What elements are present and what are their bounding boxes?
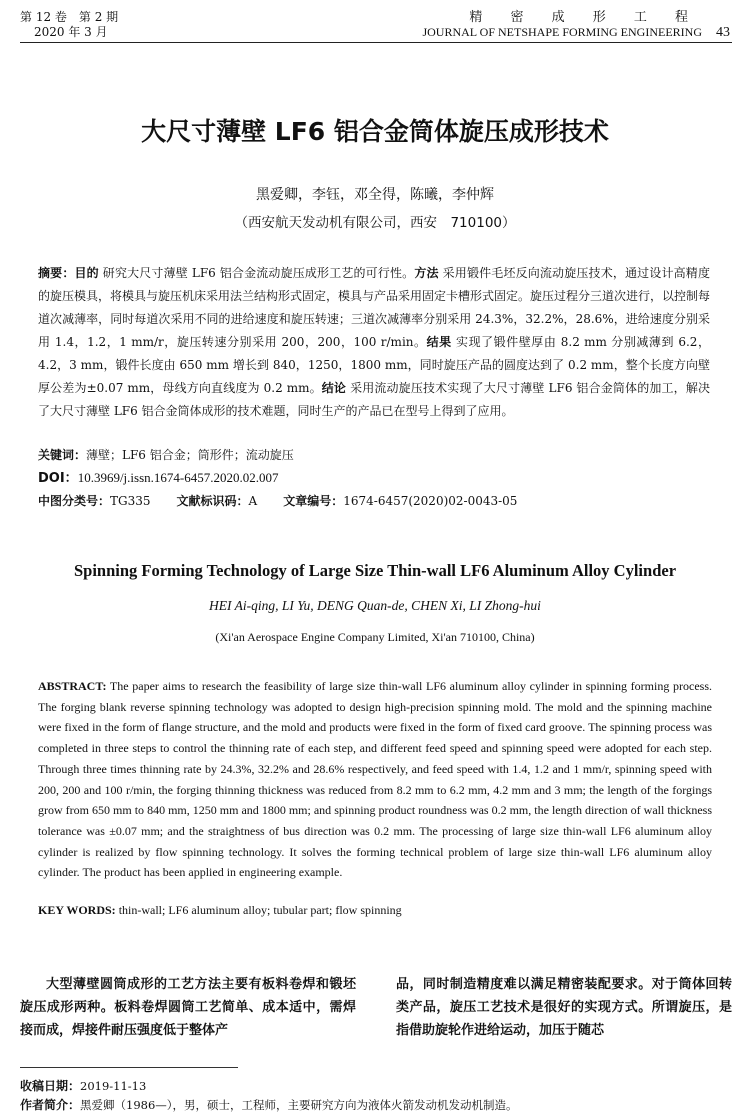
volume-issue: 第 12 卷 第 2 期 — [20, 10, 119, 24]
doc-code-label: 文献标识码： — [176, 494, 249, 508]
objective-label: 目的 — [74, 266, 99, 280]
article-number-label: 文章编号： — [283, 494, 344, 508]
keywords-en-text: thin-wall; LF6 aluminum alloy; tubular part; flow spinning — [115, 903, 402, 917]
running-header-right — [422, 10, 730, 40]
affiliation-en: (Xi'an Aerospace Engine Company Limited, Xi'an 710100, China) — [215, 630, 535, 644]
article-number-value: 1674-6457(2020)02-0043-05 — [343, 494, 518, 508]
doi-value[interactable]: 10.3969/j.issn.1674-6457.2020.02.007 — [77, 470, 279, 485]
keywords-en — [38, 903, 402, 918]
header-divider — [20, 42, 732, 43]
footnote-received — [20, 1078, 146, 1094]
keywords-cn — [38, 446, 718, 464]
authors-cn: 黑爱卿，李钰，邓全得，陈曦，李仲辉 — [256, 187, 494, 203]
issue-date: 2020 年 3 月 — [34, 25, 108, 39]
page-number: 43 — [716, 25, 730, 40]
doi-label: DOI： — [38, 471, 78, 486]
journal-name-en: JOURNAL OF NETSHAPE FORMING ENGINEERING — [422, 25, 702, 39]
authors-en: HEI Ai-qing, LI Yu, DENG Quan-de, CHEN Xi, LI Zhong-hui — [209, 598, 541, 613]
objective-text: 研究大尺寸薄壁 LF6 铝合金流动旋压成形工艺的可行性。 — [98, 266, 415, 280]
classification-line — [38, 492, 718, 510]
clc-value: TG335 — [110, 494, 151, 508]
abstract-en-label: ABSTRACT: — [38, 679, 107, 693]
affiliation-cn: （西安航天发动机有限公司，西安 710100） — [234, 215, 516, 231]
body-column-right: 品，同时制造精度难以满足精密装配要求。对于筒体回转类产品，旋压工艺技术是很好的实现方式。所谓旋压，是指借助旋轮作进给运动，加压于随芯 — [396, 977, 732, 1038]
clc-label: 中图分类号： — [38, 494, 111, 508]
doc-code-value: A — [248, 494, 258, 508]
conclusion-label: 结论 — [321, 381, 347, 395]
journal-name-cn: 精 密 成 形 工 程 — [469, 10, 700, 25]
paper-title-en: Spinning Forming Technology of Large Size Thin-wall LF6 Aluminum Alloy Cylinder — [73, 561, 677, 580]
results-label: 结果 — [426, 335, 452, 349]
footnote-author-bio — [20, 1097, 518, 1113]
keywords-cn-text: 薄壁；LF6 铝合金；筒形件；流动旋压 — [86, 448, 294, 462]
keywords-en-label: KEY WORDS: — [38, 903, 116, 917]
keywords-cn-label: 关键词： — [38, 448, 87, 462]
doi — [38, 469, 718, 488]
footnote-divider — [20, 1067, 238, 1068]
body-column-left: 大型薄壁圆筒成形的工艺方法主要有板料卷焊和锻坯旋压成形两种。板料卷焊圆筒工艺简单、成本适中，需焊接而成，焊接件耐压强度低于整体产 — [20, 977, 356, 1038]
methods-text: 采用锻件毛坯反向流动旋压技术，通过设计高精度的旋压模具，将模具与旋压机床采用法兰结构形式固定，模具与产品采用固定卡槽形式固定。旋压过程分三道次进行，以控制每道次减薄率，同时每道次采用不同的进给速度和旋压转速；三道次减薄率分别采用 24.3%，32.2%，28.6%，进给速度分别采用 1.4，1.2，1 mm/r，旋压转速分别采用 200，200，100 r/min。 — [38, 266, 711, 349]
conclusion-text: 采用流动旋压技术实现了大尺寸薄壁 LF6 铝合金筒体的加工，解决了大尺寸薄壁 LF6 铝合金筒体成形的技术难题，同时生产的产品已在型号上得到了应用。 — [38, 381, 710, 418]
received-label: 收稿日期： — [20, 1079, 81, 1093]
abstract-en — [38, 676, 712, 883]
results-text: 实现了锻件壁厚由 8.2 mm 分别减薄到 6.2，4.2，3 mm，锻件长度由 650 mm 增长到 840，1250，1800 mm，同时旋压产品的圆度达到了 0.2 mm，整个长度方向壁厚公差为±0.07 mm，母线方向直线度为 0.2 mm。 — [38, 335, 710, 395]
methods-label: 方法 — [414, 266, 439, 280]
abstract-cn — [38, 262, 710, 423]
running-header-left — [20, 10, 118, 40]
abstract-en-text: The paper aims to research the feasibility of large size thin-wall LF6 aluminum alloy cylinder in spinning forming process. The forging blank reverse spinning technology was adopted to design high-precision spinning mold. The mold and the spinning machine were fixed in the form of flange structure, and the mold and products were fixed in the form of fixed card groove. The spinning process was completed in three steps to control the thinning rate of each step, and different feed speed and spinning speed were adopted for each step. Through three times thinning rate by 24.3%, 32.2% and 28.6% respectively, and feed speed with 1.4, 1.2 and 1 mm/r, spinning speed with 200, 200 and 100 r/min, the forging thinning thickness was reduced from 8.2 mm to 6.2 mm, 4.2 mm and 3 mm; the length of the forgings grow from 650 mm to 840 mm, 1250 mm and 1800 mm; and spinning product roundness was 0.2 mm, the length direction of wall thickness tolerance was ±0.07 mm; and the straightness of bus direction was 0.2 mm. The processing of large size thin-wall LF6 aluminum alloy cylinder is realized by flow spinning technology. It solves the forming technical problem of large size thin-wall LF6 aluminum alloy cylinder. The product has been applied in engineering example. — [38, 679, 712, 880]
received-date: 2019-11-13 — [80, 1079, 147, 1093]
bio-text: 黑爱卿（1986—），男，硕士，工程师，主要研究方向为液体火箭发动机发动机制造。 — [80, 1098, 518, 1112]
paper-title-cn: 大尺寸薄壁 LF6 铝合金筒体旋压成形技术 — [141, 117, 609, 146]
bio-label: 作者简介： — [20, 1098, 81, 1112]
abstract-cn-label: 摘要： — [38, 266, 75, 280]
